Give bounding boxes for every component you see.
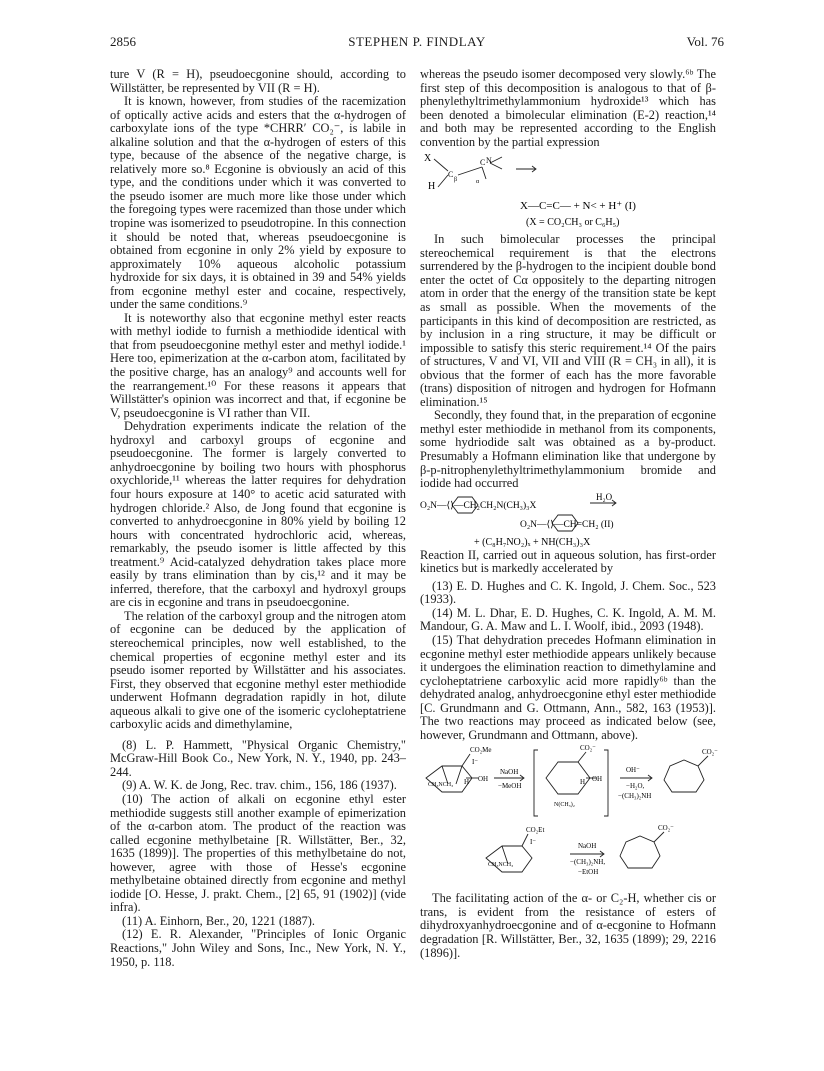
hofmann-scheme <box>420 742 716 892</box>
scheme-h-2: H <box>580 778 586 787</box>
scheme-iodide: I⁻ <box>472 758 479 767</box>
body-paragraph: Dehydration experiments indicate the relation of the hydroxyl and carboxyl groups of ecgonine and pseudoecgonine. The former is largely converted to anhydroecgonine by boiling two hours with phosphorus oxychloride,¹¹ whereas the latter requires for dehydration four hours exposure at 140° to acetic acid saturated with hydrogen chloride.² Also, de Jong found that ecgonine is converted to anhydroecgonine in 80% yield by boiling 12 hours with concentrated hydrochloric acid, whereas, remarkably, the pseudo isomer is little affected by this treatment.⁹ Acid-catalyzed dehydration takes place more easily by trans elimination than by cis,¹² and it may be inferred, therefore, that the carboxyl and hydroxyl groups are cis in ecgonine and trans in pseudoecgonine. <box>110 419 406 610</box>
footnote-continuation: The facilitating action of the α- or C₂-H, whether cis or trans, is evident from the resistance of esters of dihydroxyanhydroecgonine and of α-ecgonine to Hofmann degradation [R. Willstätter, Ber., 32, 1635 (1899); 29, 2216 (1896)]. <box>420 891 716 960</box>
volume-label: Vol. 76 <box>686 34 724 49</box>
page-header <box>110 34 724 52</box>
body-paragraph: It is known, however, from studies of the racemization of optically active acids and esters that the α-hydrogen of carboxylate ions of the type *CHRR′ CO₂⁻, is labile in alkaline solution and that the α-hydrogen of esters of this type, because of the absence of the negative charge, is relatively more so.⁸ Ecgonine is obviously an acid of this type, and the conditions under which it was converted to the pseudo isomer are much more like those under which the foregoing types were racemized than those under which tropine was isomerized to pseudotropine. In this connection it should be noted that, whereas pseudoecgonine is obtained from ecgonine in only 2% yield by exposure to approximately 10% aqueous alcoholic potassium hydroxide for six days, it is obtained in 39 and 54% yields from ecgonine methyl ester and cocaine, respectively, under the same conditions.⁹ <box>110 94 406 312</box>
scheme-iodide-2: I⁻ <box>530 838 537 847</box>
scheme-step1-loss: −MeOH <box>498 782 522 791</box>
svg-text:C: C <box>448 170 454 180</box>
running-author: STEPHEN P. FINDLAY <box>348 34 486 49</box>
footnote: (12) E. R. Alexander, "Principles of Ionic Organic Reactions," John Wiley and Sons, Inc., New York, N. Y., 1950, p. 118. <box>110 927 406 969</box>
body-paragraph: Secondly, they found that, in the preparation of ecgonine methyl ester methiodide in methanol from its components, some hydriodide salt was obtained as a by-product. Presumably a Hofmann elimination like that undergone by β-p-nitrophenylethyltrimethylammonium bromide and iodide had occurred <box>420 408 716 491</box>
scheme-co2minus-3: CO₂⁻ <box>658 824 674 833</box>
svg-text:β: β <box>454 177 458 184</box>
scheme-co2me: CO₂Me <box>470 746 492 755</box>
scheme-step2-loss1: −H₂O, <box>626 782 645 791</box>
scheme-step2-loss2: −(CH₃)₂NH <box>618 792 652 801</box>
scheme-co2et: CO₂Et <box>526 826 545 835</box>
footnotes-left <box>110 738 406 969</box>
left-column <box>110 68 406 969</box>
footnote: (10) The action of alkali on ecgonine ethyl ester methiodide suggests still another example of epimerization of the α-carbon atom. The product of the reaction was called ecgonine methylbetaine [R. Willstätter, Ber., 32, 1635 (1899)]. The properties of this methylbetaine do not, however, agree with those of Hesse's ecgonine methylbetaine obtained directly from ecgonine and methyl iodide [O. Hesse, J. prakt. Chem., [2] 65, 91 (1902)] (vide infra). <box>110 791 406 915</box>
scheme-nch3-2: N(CH₃)₂ <box>554 802 575 809</box>
footnote: (8) L. P. Hammett, "Physical Organic Chemistry," McGraw-Hill Book Co., New York, N. Y., 1940, pp. 243–244. <box>110 737 406 779</box>
scheme-nme2-2: CH₃NCH₃ <box>488 862 514 869</box>
body-paragraph: ture V (R = H), pseudoecgonine should, according to Willstätter, be represented by VII (R = H). <box>110 67 406 95</box>
scheme-step3-reagent: NaOH <box>578 842 597 851</box>
equation-II-reagent: H₂O <box>596 491 613 502</box>
body-paragraph: In such bimolecular processes the principal stereochemical requirement is that the electrons surrendered by the β-hydrogen to the incipient double bond enter the octet of Cα oppositely to the departing nitrogen atom in order that the energy of the transition state be kept as small as possible. When the movements of the participants in this kind of decomposition are restricted, as by inclusion in a ring structure, it may be difficult or impossible to satisfy this steric requirement.¹⁴ Of the pairs of structures, V and VI, VII and VIII (R = CH₃ in all), it is obvious that the former of each has the more favorable (trans) disposition of nitrogen and hydrogen for Hofmann elimination.¹⁵ <box>420 232 716 409</box>
scheme-h: H <box>464 778 470 787</box>
equation-I <box>420 149 716 233</box>
svg-text:N: N <box>486 156 492 166</box>
svg-text:α: α <box>476 179 480 186</box>
svg-text:H: H <box>428 181 436 193</box>
footnote: (14) M. L. Dhar, E. D. Hughes, C. K. Ingold, A. M. M. Mandour, G. A. Maw and L. I. Woolf, ibid., 2093 (1948). <box>420 605 716 634</box>
body-paragraph: It is noteworthy also that ecgonine methyl ester reacts with methyl iodide to furnish a methiodide identical with that from pseudoecgonine methyl ester and methyl iodide.¹ Here too, epimerization at the α-carbon atom, facilitated by the positive charge, has an analogy⁹ and accounts well for the rearrangement.¹⁰ For these reasons it appears that Willstätter's opinion was incorrect and that, if ecgonine be V, pseudoecgonine is VI rather than VII. <box>110 310 406 420</box>
svg-text:C: C <box>480 158 486 168</box>
body-paragraph: whereas the pseudo isomer decomposed very slowly.⁶ᵇ The first step of this decomposition is analogous to that of β-phenylethyltrimethylammonium hydroxide¹³ which has been denoted a bimolecular elimination (E-2) reaction,¹⁴ and both may be represented according to the English convention by the partial expression <box>420 67 716 149</box>
scheme-oh-2: OH <box>592 775 603 784</box>
equation-I-product: X—C=C— + N< + H⁺ (I) <box>520 200 636 213</box>
scheme-step3-loss1: −(CH₃)₂NH, <box>570 858 606 867</box>
equation-I-condition: (X = CO₂CH₃ or C₆H₅) <box>526 217 620 229</box>
scheme-oh: OH <box>478 775 489 784</box>
scheme-step1-reagent: NaOH <box>500 768 519 777</box>
footnote: (11) A. Einhorn, Ber., 20, 1221 (1887). <box>122 913 315 928</box>
scheme-step2-reagent: OH⁻ <box>626 766 640 775</box>
svg-text:X: X <box>424 153 432 165</box>
footnote: (9) A. W. K. de Jong, Rec. trav. chim., 156, 186 (1937). <box>122 778 397 793</box>
scheme-co2minus: CO₂⁻ <box>580 744 596 753</box>
nitrophenyl-elimination-diagram <box>420 491 716 549</box>
footnote: (13) E. D. Hughes and C. K. Ingold, J. Chem. Soc., 523 (1933). <box>420 578 716 607</box>
right-column <box>420 68 716 960</box>
equation-II-byproducts: + (C₈H₇NO₂)ₓ + NH(CH₃)₃X <box>474 536 591 548</box>
equation-II <box>420 491 716 549</box>
scheme-step3-loss2: −EtOH <box>578 868 599 877</box>
scheme-nme2: CH₃NCH₃ <box>428 782 454 789</box>
footnotes-right <box>420 580 716 743</box>
footnote: (15) That dehydration precedes Hofmann elimination in ecgonine methyl ester methiodide appears unlikely because it undergoes the elimination reaction to dimethylamine and cycloheptatriene carboxylic acid more rapidly⁶ᵇ than the dehydrated analog, anhydroecgonine ethyl ester methiodide [C. Grundmann and G. Ottmann, Ann., 582, 163 (1953)]. The two reactions may proceed as indicated below (see, however, Grundmann and Ottmann, above). <box>420 632 716 742</box>
page-number: 2856 <box>110 34 136 49</box>
equation-II-reactant: O₂N—⟨⟩—CH₂CH₂N(CH₃)₃X <box>420 500 537 511</box>
equation-II-product: O₂N—⟨⟩—CH=CH₂ (II) <box>520 519 614 530</box>
body-paragraph: The relation of the carboxyl group and the nitrogen atom of ecgonine can be deduced by the application of stereochemical principles, now well established, to the chemical properties of ecgonine methyl ester and its pseudo isomer reported by Willstätter and his associates. First, they observed that ecgonine methyl ester methiodide underwent Hofmann degradation rapidly in hot, dilute aqueous alkali to give one of the isomeric cycloheptatriene carboxylic acids and dimethylamine, <box>110 608 406 732</box>
elimination-diagram <box>420 149 716 233</box>
hofmann-scheme-drawing <box>420 742 716 892</box>
body-paragraph: Reaction II, carried out in aqueous solution, has first-order kinetics but is markedly accelerated by <box>420 547 716 576</box>
scheme-co2minus-2: CO₂⁻ <box>702 748 718 757</box>
